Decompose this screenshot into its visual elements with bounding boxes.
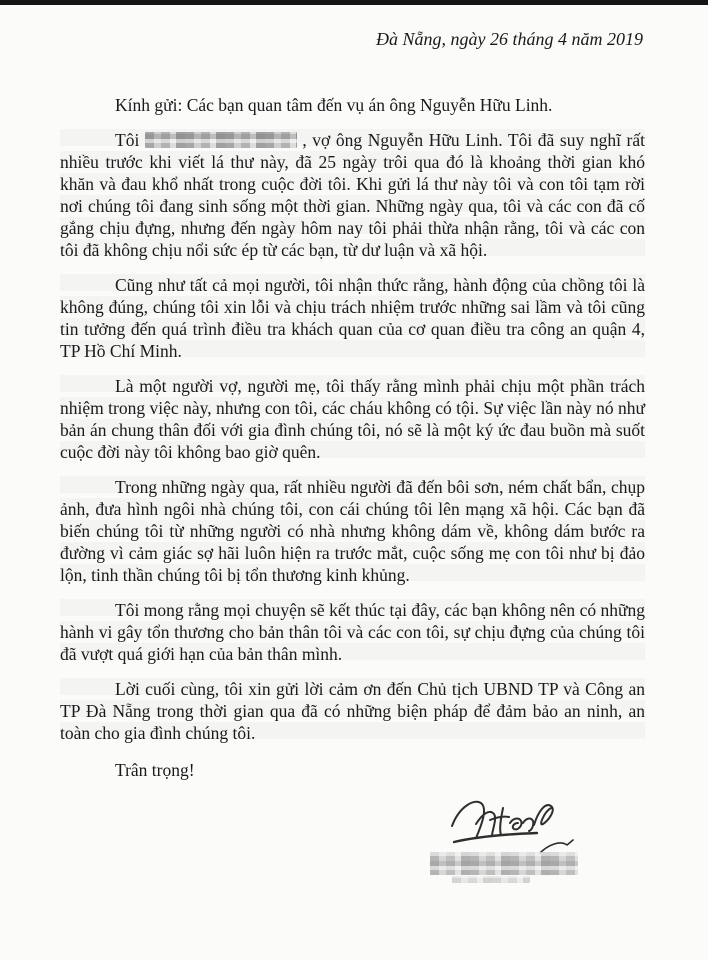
paragraph-5: Tôi mong rằng mọi chuyện sẽ kết thúc tại đây, các bạn không nên có những hành vi gây tổn thương cho bản thân tôi và các con tôi, sự chịu đựng của chúng tôi đã vượt quá giới hạn của bản thân mình.	[60, 600, 645, 664]
signature-stroke-main	[452, 802, 553, 838]
redacted-signature-name	[430, 852, 578, 875]
paragraph-3: Là một người vợ, người mẹ, tôi thấy rằng mình phải chịu một phần trách nhiệm trong việc này, nhưng con tôi, các cháu không có tội. Sự việc lần này nó như bản án chung thân đối với gia đình chúng tôi, nó sẽ là một ký ức đau buồn mà suốt cuộc đời này tôi không bao giờ quên.	[60, 376, 645, 462]
closing-line: Trân trọng!	[115, 760, 195, 780]
signature-underline	[454, 833, 537, 842]
paragraph-2: Cũng như tất cả mọi người, tôi nhận thức rằng, hành động của chồng tôi là không đúng, chúng tôi xin lỗi và chịu trách nhiệm trước những sai lầm và tôi cũng tin tưởng đến quá trình điều tra khách quan của cơ quan điều tra công an quận 4, TP Hồ Chí Minh.	[60, 275, 645, 361]
letter-body	[60, 5, 645, 781]
dateline: Đà Nẵng, ngày 26 tháng 4 năm 2019	[376, 29, 643, 49]
paragraph-6: Lời cuối cùng, tôi xin gửi lời cảm ơn đến Chủ tịch UBND TP và Công an TP Đà Nẵng trong thời gian qua đã có những biện pháp để đảm bảo an ninh, an toàn cho gia đình chúng tôi.	[60, 679, 645, 743]
redacted-signature-name-tail	[452, 876, 530, 883]
paragraph-1-rest: , vợ ông Nguyễn Hữu Linh. Tôi đã suy nghĩ rất nhiều trước khi viết lá thư này, đã 25 ngày trôi qua đó là khoảng thời gian khó khăn và đau khổ nhất trong cuộc đời tôi. Khi gửi lá thư này tôi và con tôi tạm rời nơi chúng tôi đang sinh sống một thời gian. Những ngày qua, tôi và các con đã cố gắng chịu đựng, nhưng đến ngày hôm nay tôi phải thừa nhận rằng, tôi và các con tôi đã không chịu nổi sức ép từ các bạn, từ dư luận và xã hội.	[60, 130, 645, 260]
paragraph-1-lead: Tôi	[115, 130, 140, 150]
handwritten-signature	[440, 790, 590, 865]
paragraph-4: Trong những ngày qua, rất nhiều người đã đến bôi sơn, ném chất bẩn, chụp ảnh, đưa hình ngôi nhà chúng tôi, con cái chúng tôi lên mạng xã hội. Các bạn đã biến chúng tôi từ những người có nhà nhưng không dám về, không dám bước ra đường vì cảm giác sợ hãi luôn hiện ra trước mắt, cuộc sống mẹ con tôi như bị đảo lộn, tinh thần chúng tôi bị tổn thương kinh khủng.	[60, 477, 645, 585]
signature-flourish	[540, 840, 573, 853]
redacted-author-name	[145, 132, 297, 148]
salutation-line: Kính gửi: Các bạn quan tâm đến vụ án ông Nguyễn Hữu Linh.	[115, 95, 553, 115]
paragraph-1	[60, 129, 645, 261]
